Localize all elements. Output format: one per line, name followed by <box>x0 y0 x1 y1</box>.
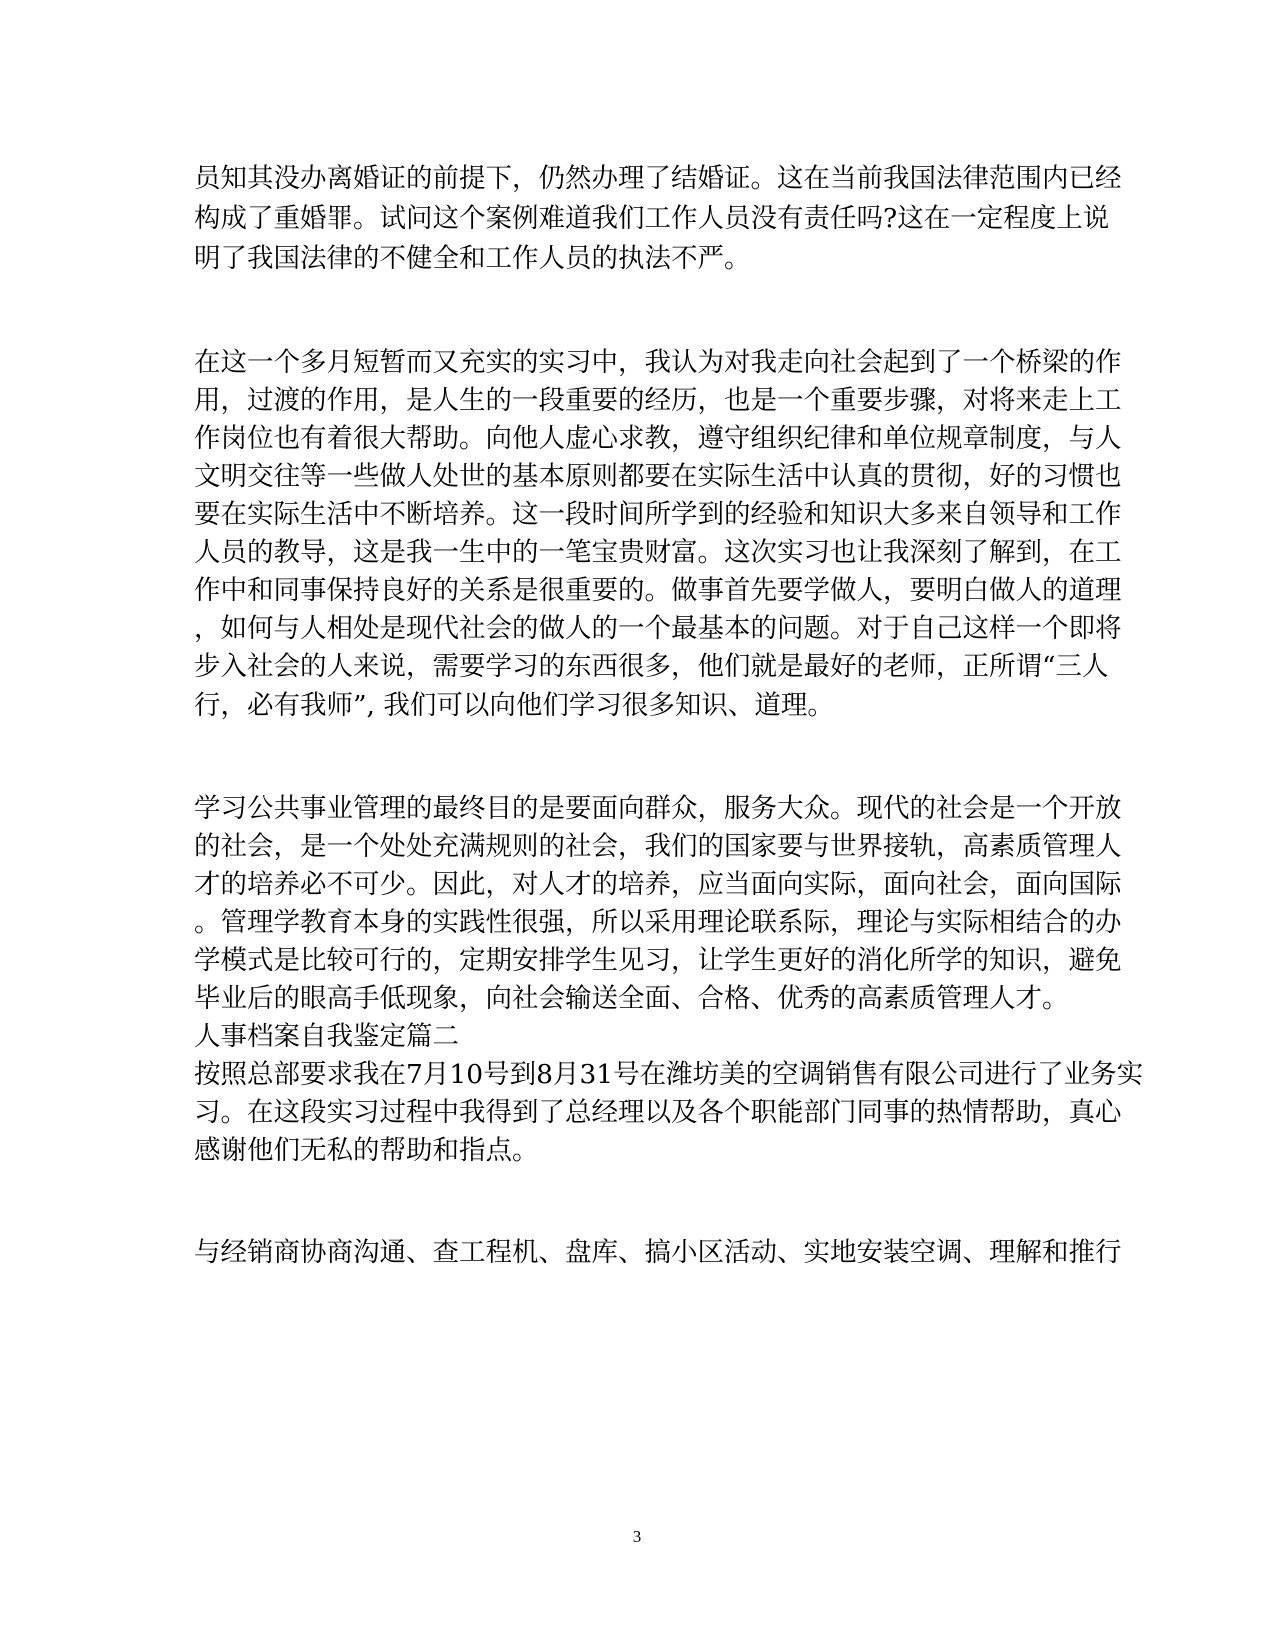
section-heading: 人事档案自我鉴定篇二 <box>194 1021 459 1052</box>
text-line: 明了我国法律的不健全和工作人员的执法不严。 <box>194 243 751 274</box>
text-line: 用，过渡的作用，是人生的一段重要的经历，也是一个重要步骤，对将来走上工 <box>194 385 1122 416</box>
text-line: 行，必有我师”, 我们可以向他们学习很多知识、道理。 <box>194 690 834 721</box>
page-number: 3 <box>632 1527 642 1546</box>
text-line: 员知其没办离婚证的前提下，仍然办理了结婚证。这在当前我国法律范围内已经 <box>194 163 1122 194</box>
text-line: 学习公共事业管理的最终目的是要面向群众，服务大众。现代的社会是一个开放 <box>194 793 1122 824</box>
text-line: 的社会，是一个处处充满规则的社会，我们的国家要与世界接轨，高素质管理人 <box>194 831 1122 862</box>
text-line: 人员的教导，这是我一生中的一笔宝贵财富。这次实习也让我深刻了解到，在工 <box>194 537 1122 568</box>
text-line: 才的培养必不可少。因此，对人才的培养，应当面向实际，面向社会，面向国际 <box>194 869 1122 900</box>
text-line: 作岗位也有着很大帮助。向他人虚心求教，遵守组织纪律和单位规章制度，与人 <box>194 423 1122 454</box>
text-line: 学模式是比较可行的，定期安排学生见习，让学生更好的消化所学的知识，避免 <box>194 945 1122 976</box>
text-line: 要在实际生活中不断培养。这一段时间所学到的经验和知识大多来自领导和工作 <box>194 499 1122 530</box>
text-line: 。管理学教育本身的实践性很强，所以采用理论联系际，理论与实际相结合的办 <box>194 907 1122 938</box>
text-line: 在这一个多月短暂而又充实的实习中，我认为对我走向社会起到了一个桥梁的作 <box>194 347 1122 378</box>
text-line: 习。在这段实习过程中我得到了总经理以及各个职能部门同事的热情帮助，真心 <box>194 1097 1122 1128</box>
text-line: 文明交往等一些做人处世的基本原则都要在实际生活中认真的贯彻，好的习惯也 <box>194 461 1122 492</box>
text-line: 毕业后的眼高手低现象，向社会输送全面、合格、优秀的高素质管理人才。 <box>194 983 1069 1014</box>
text-line: 与经销商协商沟通、查工程机、盘库、搞小区活动、实地安装空调、理解和推行 <box>194 1237 1122 1268</box>
text-line: 作中和同事保持良好的关系是很重要的。做事首先要学做人，要明白做人的道理 <box>194 575 1122 606</box>
text-line: 步入社会的人来说，需要学习的东西很多，他们就是最好的老师，正所谓“三人 <box>194 651 1109 682</box>
text-line: 感谢他们无私的帮助和指点。 <box>194 1135 539 1166</box>
text-line: ，如何与人相处是现代社会的做人的一个最基本的问题。对于自己这样一个即将 <box>194 613 1122 644</box>
text-line: 构成了重婚罪。试问这个案例难道我们工作人员没有责任吗?这在一定程度上说 <box>194 203 1110 234</box>
text-line: 按照总部要求我在7月10号到8月31号在潍坊美的空调销售有限公司进行了业务实 <box>194 1059 1144 1090</box>
